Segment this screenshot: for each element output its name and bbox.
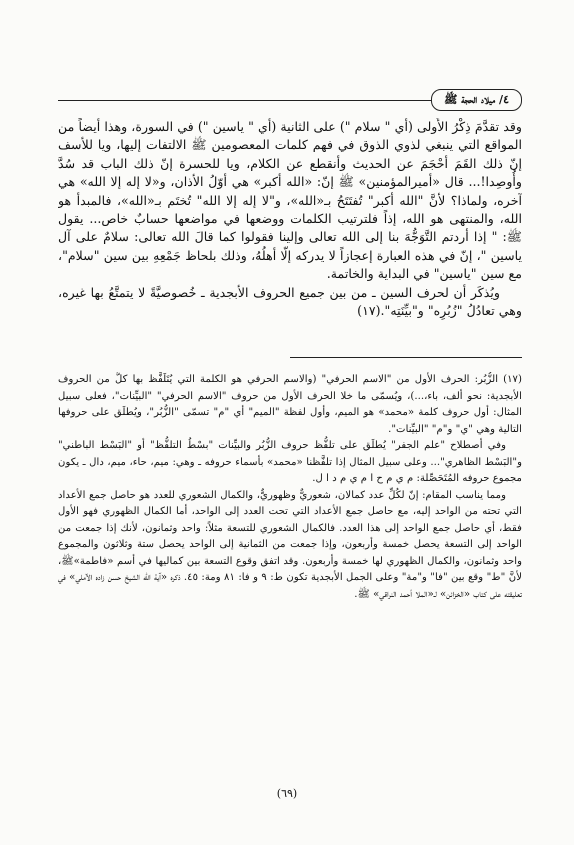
footnote-paragraph: وفي أصطلاح "علم الجفر" يُطلَق على تلفُّظ حروف الزُّبُر والبيِّنات "بسْطُ التلفُّظ" أو "البَسْط الباطني" و"البَسْط الظاهري"... وعلى سبيل المثال إذا تلفَّظنا «محمد» بأسماء حروفه ـ وهي: ميم، حاء، ميم، دال ـ يكون مجموع حروفه المُتَحَصِّلة: م ي م ح ا م ي م د ا ل. [58, 440, 522, 484]
running-header [58, 89, 522, 111]
body-paragraph: وقد تقدَّمَ ذِكْرُ الأُولى (أي " سلام ") على الثانية (أي " ياسين ") في السورة، وهذا أيضاً من المواقع التي ينبغي لذوي الذوق في فهم كلمات المعصومين ﷺ الالتفات إليها، ويا للأسف إنّ ذلك القَمَ أحْجَمَ عن الحديث وأنقطع عن الكلام، ويا للحسرة إنّ ذلك الباب قد سُدَّ وأُوصِدا!... قال «أميرالمؤمنين» ﷺ إنّ: «الله أكبر» هي أوّلُ الأذان، و«لا إله إلا الله» هي آخره، ولماذا؟ لأنَّ "الله أكبر" تُفتَتَحُ بـ«الله»، و"لا إله إلا الله" تُختَم بـ«الله»، فالمبدأ هو الله، والمنتهى هو الله، إذاً فلترتيب الكلمات ووضعها في مواضعها حسابٌ خاص... يقول ﷺ: " إذا أردتم التَّوَجُّهَ بنا إلى الله تعالى وإلينا فقولوا كما قالَ الله تعالى: سلامٌ على آل ياسين "، إنّ في هذه العبارة إعجازاً لا يدركه إلّا أهلُهُ، وذلك بلحاظ جَمْعِهِ بين سين "سلام"، مع سين "ياسين" في البداية والخاتمة. [58, 119, 522, 282]
running-title: ٤/ ميلاد الحجة ﷺ [431, 89, 522, 111]
body-paragraph: ويُذكَر أن لحرف السين ـ من بين جميع الحروف الأبجدية ـ خُصوصيَّةً لا يتمتَّعُ بها غيره، وهي تعادُلُ "زُبُرِه" و"بيِّنَتِه".(١٧) [58, 284, 522, 319]
page-number: (٦٩) [276, 787, 298, 800]
main-text [58, 118, 522, 346]
footnotes [58, 372, 522, 777]
footnote-paragraph: (١٧) الزُّبُر: الحرف الأول من "الاسم الحرفي" (والاسم الحرفي هو الكلمة التي يُتَلَفَّظ بها كلُّ من الحروف الأبجدية: نحو ألف، باء،...)، ويُسمّى ما خلا الحرف الأول من حروف "الاسم الحرفي" "البيِّنات"، فعلى سبيل المثال: أول حروف كلمة «محمد» هو الميم، وأول لفظة "الميم" أي "م" تسمّى "الزُّبُر"، ويُطلَق على حروفها التالية وهي "ي" و"م" "البيِّنات". [58, 374, 522, 435]
footnote-paragraph: ومما يناسب المقام: إنّ لكُلِّ عدد كمالان، شعوريٌّ وظهوريٌّ، والكمال الشعوري للعدد هو حاصل جمع الأعداد التي تحته من الواحد إليه، مع حاصل جمع الأعداد التي تحت العدد إلى الواحد، أما الكمال الظهوري فهو الأول فقط، أي حاصل جمع الواحد إلى هذا العدد. فالكمال الشعوري للتسعة مثلاً: واحد وثمانون، لأنك إذا جمعت من الواحد إلى التسعة يحصل خمسة وأربعون، وإذا جمعت من الثمانية إلى الواحد يحصل ستة وثلاثون والمجموع واحد وثمانون، والكمال الظهوري لها خمسة وأربعون. وقد اتفق وقوع التسعة بين كماليها في أسم «فاطمة»ﷺ، لأنَّ "ط" وقع بين "فا" و"مة" وعلى الجمل الأبجدية تكون ط: ٩ و فا: ٨١ ومة: ٤٥. ذكره «آية الله الشيخ حسن زاده الآملي» في تعليقته على كتاب «الخزائن» لـ«الملا أحمد النراقي» ﷺ. [58, 489, 522, 600]
footnote-separator [290, 357, 522, 358]
